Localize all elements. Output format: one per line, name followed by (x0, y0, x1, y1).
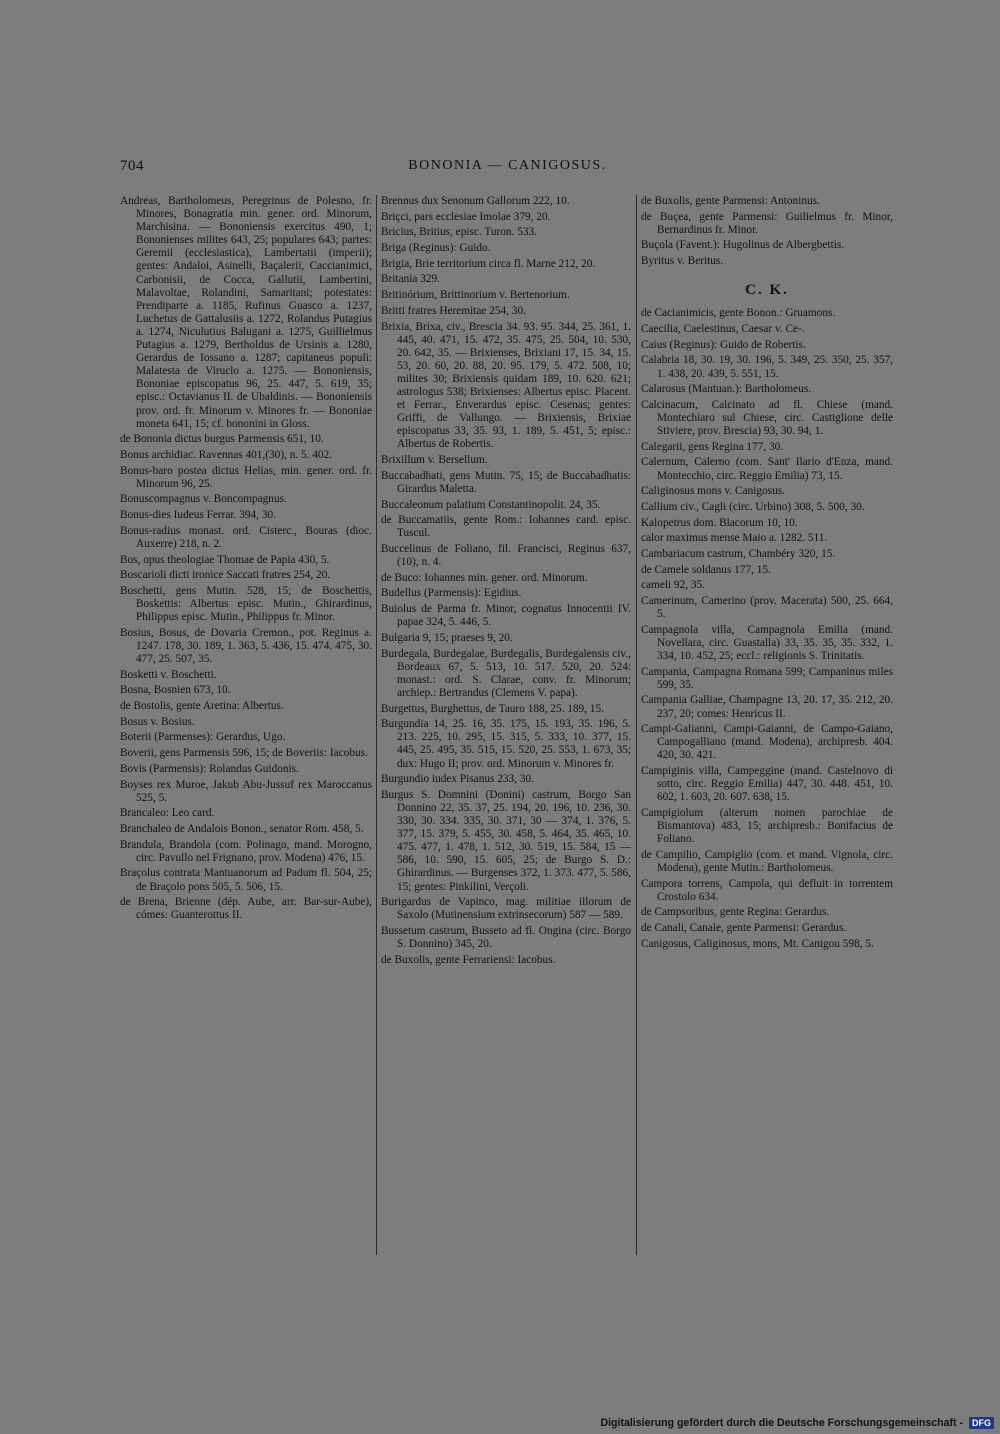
index-entry: Buiolus de Parma fr. Minor, cognatus Innocentii IV. papae 324, 5. 446, 5. (381, 603, 631, 629)
index-entry: Brandula, Brandola (com. Polinago, mand. Morogno, circ. Pavullo nel Frignano, prov. Modena) 476, 15. (120, 838, 372, 864)
column-rule (376, 195, 377, 1255)
footer-text: Digitalisierung gefördert durch die Deutsche Forschungsgemeinschaft - (600, 1417, 964, 1429)
index-entry: de Campsoribus, gente Regina: Gerardus. (641, 906, 830, 919)
index-entry: Burgus S. Domnini (Donini) castrum, Borgo San Donnino 22, 35. 37, 25. 194, 20. 196, 10. 236, 30. 330, 30. 334. 335, 30. 371, 30 — 374, 1. 376, 5. 377, 15. 379, 5. 455, 30. 458, 5. 464, 35. 465, 10. 475. 477, 1. 478, 1. 512, 30. 519, 15. 584, 15 — 586, 10. 590, 15. 605, 25; de Burgo S. D.: Ghirardinus. — Burgenses 372, 1. 373. 477, 5. 586, 15; gentes: Pinkilini, Verçoli. (381, 788, 631, 893)
index-entry: Budellus (Parmensis): Egidius. (381, 587, 522, 600)
page-header (120, 158, 895, 178)
index-entry: Bricius, Britius, episc. Turon. 533. (381, 226, 537, 239)
index-entry: calor maximus mense Maio a. 1282. 511. (641, 532, 828, 545)
index-entry: Burgundia 14, 25. 16, 35. 175, 15. 193, 35. 196, 5. 213. 225, 10. 295, 15. 315, 5. 333, 10. 377, 15. 445, 25. 495, 35. 515, 15. 520, 25. 553, 1. 673, 35; dux: Hugo II; prov. ord. Minorum v. Minores fr. (381, 718, 631, 770)
index-entry: Kalopetrus dom. Blacorum 10, 10. (641, 516, 798, 529)
index-entry: Brancaleo: Leo card. (120, 807, 215, 820)
index-entry: Britinórium, Brittinorium v. Bertenorium. (381, 289, 570, 302)
index-entry: de Buxolis, gente Parmensi: Antoninus. (641, 195, 820, 207)
index-entry: Cambariacum castrum, Chambéry 320, 15. (641, 547, 836, 560)
index-entry: Buçola (Favent.): Hugolinus de Albergbettis. (641, 239, 845, 252)
index-entry: Caius (Reginus): Guido de Robertis. (641, 338, 806, 351)
index-entry: Callium civ., Cagli (circ. Urbino) 308, 5. 500, 30. (641, 500, 865, 513)
index-entry: Burgundio iudex Pisanus 233, 30. (381, 773, 534, 786)
index-entry: de Bostolis, gente Aretina: Albertus. (120, 700, 284, 713)
index-entry: Brixia, Brixa, civ., Brescia 34. 93. 95. 344, 25. 361, 1. 445, 40. 471, 15. 472, 35. 475, 25. 504, 10. 530, 20. 642, 35. — Brixienses, Brixiani 17, 15. 34, 15. 53, 20. 60, 20. 88, 20. 95. 179, 5. 472. 508, 10; milites 30; Brixiensis quidam 189, 10. 620. 621; astrologus 538; Brixienses: Albertus episc. Placent. et Ferrar., Enverardus episc. Cesenas; gentes: Griffi, de Vallungo. — Brixiensis, Brixiae episcopatus 33, 35. 93, 1. 189, 5. 451, 5; episc.: Albertus de Robertis. (381, 320, 631, 451)
index-entry: Calabria 18, 30. 19, 30. 196, 5. 349, 25. 350, 25. 357, 1. 438, 20. 439, 5. 551, 15. (641, 354, 893, 380)
index-entry: de Bononia dictus burgus Parmensis 651, 10. (120, 433, 324, 446)
index-entry: Calernum, Calerno (com. Sant' Ilario d'Enza, mand. Montecchio, circ. Reggio Emilia) 73, 15. (641, 456, 893, 482)
index-entry: Boterii (Parmenses): Gerardus, Ugo. (120, 731, 286, 744)
index-entry: Briçci, pars ecclesiae Imolae 379, 20. (381, 210, 551, 223)
index-entry: de Buçea, gente Parmensi: Guilielmus fr. Minor, Bernardinus fr. Minor. (641, 210, 893, 236)
column-rule (636, 195, 637, 1255)
index-entry: Bosus v. Bosius. (120, 715, 195, 728)
index-entry: de Buccamatiis, gente Rom.: Iohannes card. episc. Tuscul. (381, 514, 631, 540)
index-entry: Calcinacum, Calcinato ad fl. Chiese (mand. Montechiaro sul Chiese, circ. Castiglione delle Stiviere, prov. Brescia) 93, 30. 94, 1. (641, 398, 893, 438)
index-entry: Boscarioli dicti ironice Saccati fratres 254, 20. (120, 569, 331, 582)
index-entry: Canigosus, Caliginosus, mons, Mt. Canigou 598, 5. (641, 937, 874, 950)
index-entry: Bonus archidiac. Ravennas 401,(30), n. 5. 402. (120, 448, 333, 461)
index-entry: cameli 92, 35. (641, 579, 705, 592)
index-entry: Calegarii, gens Regina 177, 30. (641, 440, 784, 453)
index-entry: Byritus v. Beritus. (641, 255, 724, 268)
index-entry: Bonus-radius monast. ord. Cisterc., Bouras (dioc. Auxerre) 218, n. 2. (120, 524, 372, 550)
index-entry: Briga (Reginus): Guido. (381, 242, 491, 255)
index-entry: Brigia, Brie territorium circa fl. Marne 212, 20. (381, 257, 596, 270)
index-entry: Campania Galliae, Champagne 13, 20. 17, 35. 212, 20. 237, 20; comes: Henricus II. (641, 694, 893, 720)
index-entry: Bovis (Parmensis): Rolandus Guidonis. (120, 762, 299, 775)
section-heading: C. K. (745, 282, 789, 299)
index-entry: Brennus dux Senonum Gallorum 222, 10. (381, 195, 570, 207)
index-entry: Campagnola villa, Campagnola Emilia (mand. Novellara, circ. Guastalla) 33, 35. 35, 35. 332, 1. 334, 10. 452, 25; eccl.: religionis S. Trinitatis. (641, 623, 893, 662)
index-entry: Burgettus, Burghettus, de Tauro 188, 25. 189, 15. (381, 702, 604, 715)
index-entry: Bonus-dies Iudeus Ferrar. 394, 30. (120, 509, 276, 522)
index-entry: Britania 329. (381, 273, 440, 286)
index-column-3-part-2 (641, 307, 893, 951)
index-entry: de Canali, Canale, gente Parmensi: Gerardus. (641, 922, 847, 935)
index-entry: Burdegala, Burdegalae, Burdegalis, Burdegalensis civ., Bordeaux 67, 5. 513, 10. 517. 520, 20. 524: monast.: ord. S. Clarae, conv. fr. Minorum; archiep.: Bertrandus (Clemens V. papa). (381, 647, 631, 699)
index-entry: Campiginis villa, Campeggine (mand. Castelnovo di sotto, circ. Reggio Emilia) 447, 30. 448. 451, 10. 602, 1. 603, 20. 607. 638, 15. (641, 765, 893, 804)
index-column-1 (120, 195, 372, 925)
index-column-2 (381, 195, 631, 970)
funding-footer (596, 1417, 994, 1431)
index-entry: Buccelinus de Foliano, fil. Francisci, Reginus 637, (10), n. 4. (381, 542, 631, 569)
index-entry: Andreas, Bartholomeus, Peregrinus de Polesno, fr. Minores, Bonagratia min. gener. ord. Minorum, Marchisina. — Bononiensis exercitus 490, 1; Bononienses milites 643, 25; populares 643; partes: Geremii (ecclesiastica), Lambertatii (imperii); gentes: Andaloi, Asinelli, Baçalerii, Caccianimici, Carbonisii, de Cocca, Gallutii, Lambertini, Malavoltae, Rolandini, Samaritani; potestates: Prendiparte a. 1185, Rufinus Guasco a. 1237, Luchetus de Gattalusiis a. 1272, Rolandus Putagius a. 1274, Niculutius Balugani a. 1275, Guillielmus Putagius a. 1279, Bertholdus de Ursinis a. 1280, Gerardus de Iossano a. 1287; capitaneus populi: Malatesta de Viruclo a. 1275. — Bononiensis, Bononiae episcopatus 96, 25. 447, 5. 619, 35; episc.: Octavianus II. de Ubaldinis. — Bononiensis prov. ord. fr. Minorum v. Minores fr. — Bononiae moneta 641, 15; cf. bononini in Gloss. (120, 195, 372, 430)
index-entry: Branchaleo de Andalois Bonon., senator Rom. 458, 5. (120, 823, 364, 835)
index-column-3-part-1 (641, 195, 893, 268)
index-entry: Bussetum castrum, Busseto ad fl. Ongina (circ. Borgo S. Donnino) 345, 20. (381, 925, 631, 951)
index-entry: Buccabadhati, gens Mutin. 75, 15; de Buccabadhatis: Girardus Maletta. (381, 469, 631, 495)
index-entry: Bonuscompagnus v. Boncompagnus. (120, 493, 287, 506)
index-entry: Boschetti, gens Mutin. 528, 15; de Boschettis, Boskettis: Albertus episc. Mutin., Ghirardinus, Philippus episc. Mutin., Philippus fr. Minor. (120, 584, 372, 624)
index-entry: Campi-Galianni, Campi-Gaianni, de Campo-Gaiano, Campogalliano (mand. Modena), archipresb. 404. 420, 30. 421. (641, 723, 893, 762)
index-entry: Bosius, Bosus, de Dovaria Cremon., pot. Reginus a. 1247. 178, 30. 189, 1. 363, 5. 436, 15. 474. 475, 30. 477, 25. 507, 35. (120, 626, 372, 666)
index-entry: de Brena, Brienne (dép. Aube, arr. Bar-sur-Aube), cómes: Guanterottus II. (120, 896, 372, 922)
index-entry: Caliginosus mons v. Canigosus. (641, 485, 785, 498)
index-entry: Bosna, Bosnien 673, 10. (120, 684, 231, 697)
index-entry: Boyses rex Muroe, Jakub Abu-Jussuf rex Maroccanus 525, 5. (120, 778, 372, 804)
index-entry: Camerinum, Camerino (prov. Macerata) 500, 25. 664, 5. (641, 595, 893, 621)
index-entry: Britti fratres Heremitae 254, 30. (381, 304, 526, 317)
index-entry: de Cacianimicis, gente Bonon.: Gruamons. (641, 307, 836, 320)
index-entry: Braçolus contrata Mantuanorum ad Padum fl. 504, 25; de Braçolo pons 505, 5. 506, 15. (120, 867, 372, 893)
index-entry: Buccaleonum palatium Constantinopolit. 24, 35. (381, 498, 601, 511)
index-entry: Bos, opus theologiae Thomae de Papia 430, 5. (120, 553, 330, 566)
index-column-3 (641, 195, 893, 954)
index-entry: Bonus-baro postea dictus Helias, min. gener. ord. fr. Minorum 96, 25. (120, 464, 372, 490)
index-entry: Campora torrens, Campola, qui defluit in torrentem Crostolo 634. (641, 877, 893, 903)
index-entry: Campigiolum (alterum nomen parochiae de Bismantova) 483, 15; archipresb.: Bonifacius de Foliano. (641, 807, 893, 846)
index-entry: Calarosus (Mantuan.): Bartholomeus. (641, 383, 812, 396)
index-entry: Brixillum v. Bersellum. (381, 454, 488, 467)
index-entry: de Campilio, Campiglio (com. et mand. Vignola, circ. Modena), gente Mutin.: Bartholomeus. (641, 848, 893, 874)
index-entry: Bulgaria 9, 15; praeses 9, 20. (381, 631, 513, 644)
dfg-logo: DFG (969, 1417, 994, 1429)
index-entry: Campania, Campagna Romana 599; Campaninus miles 599, 35. (641, 665, 893, 691)
index-entry: Burigardus de Vapinco, mag. militiae illorum de Saxolo (Mutinensium extrinsecorum) 587 — 589. (381, 896, 631, 922)
index-entry: Bosketti v. Boschetti. (120, 668, 217, 681)
page-number: 704 (120, 158, 144, 174)
index-entry: de Buco: Iohannes min. gener. ord. Minorum. (381, 571, 588, 584)
running-head: BONONIA — CANIGOSUS. (408, 158, 607, 173)
index-entry: Boverii, gens Parmensis 596, 15; de Boveriis: Iacobus. (120, 747, 368, 760)
index-entry: de Camele soldanus 177, 15. (641, 563, 771, 576)
index-entry: Caecilia, Caelestinus, Caesar v. Ce-. (641, 323, 805, 336)
index-entry: de Buxolis, gente Ferrariensi: Iacobus. (381, 953, 556, 966)
